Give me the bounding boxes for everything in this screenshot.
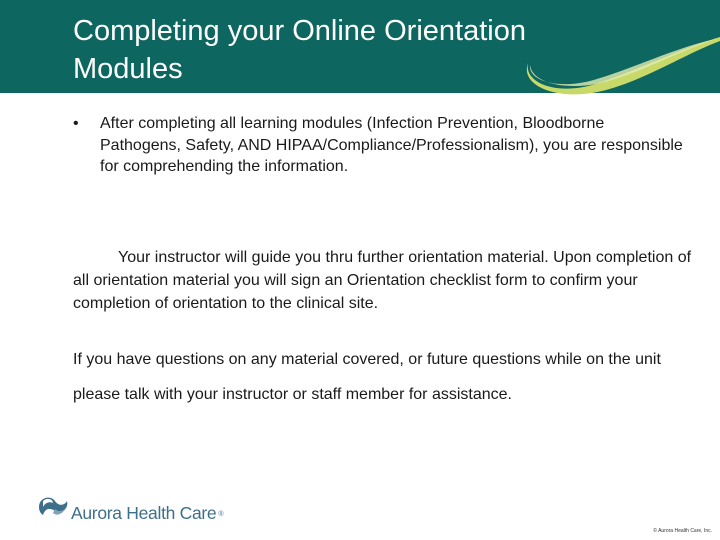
logo-wordmark [71, 503, 223, 524]
questions-paragraph: If you have questions on any material covered, or future questions while on the unit please talk with your instructor or staff member for assistance. [73, 351, 661, 403]
copyright-notice: © Aurora Health Care, Inc. [653, 528, 712, 534]
registered-mark: ® [218, 510, 224, 518]
bullet-text: After completing all learning modules (Infection Prevention, Bloodborne Pathogens, Safety, AND HIPAA/Compliance/Professionalism), you are responsible for comprehending the information. [100, 115, 683, 175]
bullet-marker: • [73, 115, 79, 132]
aurora-logo [35, 493, 245, 527]
bullet-item [73, 113, 683, 178]
aurora-logo-icon [35, 493, 71, 521]
instructor-paragraph: Your instructor will guide you thru further orientation material. Upon completion of all orientation material you will sign an Orientation checklist form to confirm your completion of orientation to the clinical site. [73, 249, 692, 312]
logo-text: Aurora Health Care [71, 503, 217, 523]
swoosh-graphic [520, 25, 720, 100]
slide-title: Completing your Online Orientation Modules [73, 15, 526, 85]
